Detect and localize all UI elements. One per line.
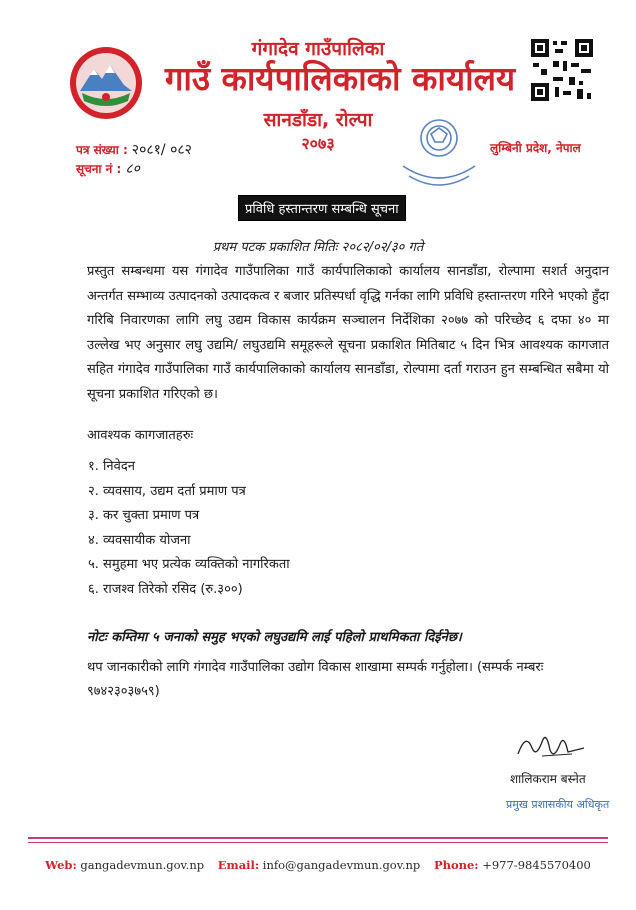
- notice-number-label: सूचना नं :: [76, 162, 122, 176]
- signatory-title: प्रमुख प्रशासकीय अधिकृत: [506, 798, 610, 811]
- contact-info: थप जानकारीको लागि गंगादेव गाउँपालिका उद्योग विकास शाखामा सम्पर्क गर्नुहोला। (सम्पर्क नम्बरः ९७४२३०३७५९): [87, 660, 544, 699]
- footer-divider: [28, 837, 608, 839]
- footer-contacts: [0, 858, 636, 872]
- letter-number-value: २०८१/ ०८२: [131, 142, 192, 158]
- letter-number: [76, 140, 192, 159]
- letter-number-label: पत्र संख्या :: [76, 143, 128, 157]
- footer-divider-thin: [28, 842, 608, 843]
- notice-number-value: ८०: [125, 161, 140, 177]
- office-stamp-icon: [395, 108, 481, 188]
- required-docs-list: [88, 455, 290, 602]
- publish-date: प्रथम पटक प्रकाशित मितिः २०८२/०२/३० गते: [212, 240, 424, 255]
- list-item: १. निवेदन: [88, 459, 135, 474]
- list-item: ३. कर चुक्ता प्रमाण पत्र: [88, 508, 200, 523]
- signature-icon: [512, 724, 592, 764]
- signatory-name: शालिकराम बस्नेत: [510, 772, 586, 786]
- list-item: २. व्यवसाय, उद्यम दर्ता प्रमाण पत्र: [88, 483, 246, 499]
- phone-link[interactable]: +977-9845570400: [482, 858, 591, 872]
- office-name: गाउँ कार्यपालिकाको कार्यालय: [164, 59, 516, 98]
- list-item: ५. समुहमा भए प्रत्येक व्यक्तिको नागरिकता: [88, 557, 290, 572]
- province-label: लुम्बिनी प्रदेश, नेपाल: [490, 141, 581, 155]
- website-link[interactable]: gangadevmun.gov.np: [80, 858, 205, 872]
- municipality-name: गंगादेव गाउँपालिका: [251, 38, 385, 60]
- list-item: ४. व्यवसायीक योजना: [88, 532, 191, 548]
- established-year: २०७३: [301, 134, 335, 153]
- required-docs-heading: आवश्यक कागजातहरुः: [87, 428, 194, 443]
- email-link[interactable]: info@gangadevmun.gov.np: [262, 858, 421, 872]
- notice-title: प्रविधि हस्तान्तरण सम्बन्धि सूचना: [238, 195, 406, 221]
- notice-body: प्रस्तुत सम्बन्धमा यस गंगादेव गाउँपालिका गाउँ कार्यपालिकाको कार्यालय सानडाँडा, रोल्पामा सशर्त अनुदान अन्तर्गत सम्भाव्य उत्पादनको उत्पादकत्व र बजार प्रतिस्पर्धा वृद्धि गर्नका लागि प्रविधि हस्तान्तरण गरिने भएको हुँदा गरिबि निवारणका लागि लघु उद्यम विकास कार्यक्रम सञ्चालन निर्देशिका २०७७ को परिच्छेद ६ दफा ४० मा उल्लेख भए अनुसार लघु उद्यमि/ लघुउद्यमि समूहरूले सूचना प्रकाशित मितिबाट ५ दिन भित्र आवश्यक कागजात सहित गंगादेव गाउँपालिका गाउँ कार्यपालिकाको कार्यालय सानडाँडा, रोल्पामा दर्ता गराउन हुन सम्बन्धित सबैमा यो सूचना प्रकाशित गरिएको छ।: [87, 264, 609, 402]
- phone-label: Phone:: [433, 858, 479, 872]
- email-label: Email:: [217, 858, 260, 872]
- priority-note: नोटः कम्तिमा ५ जनाको समुह भएको लघुउद्यमि लाई पहिलो प्राथमिकता दिईनेछ।: [87, 630, 462, 645]
- office-location: सानडाँडा, रोल्पा: [263, 109, 373, 131]
- list-item: ६. राजश्व तिरेको रसिद (रु.३००): [88, 581, 243, 597]
- web-label: Web:: [45, 858, 77, 872]
- notice-number: [76, 159, 140, 178]
